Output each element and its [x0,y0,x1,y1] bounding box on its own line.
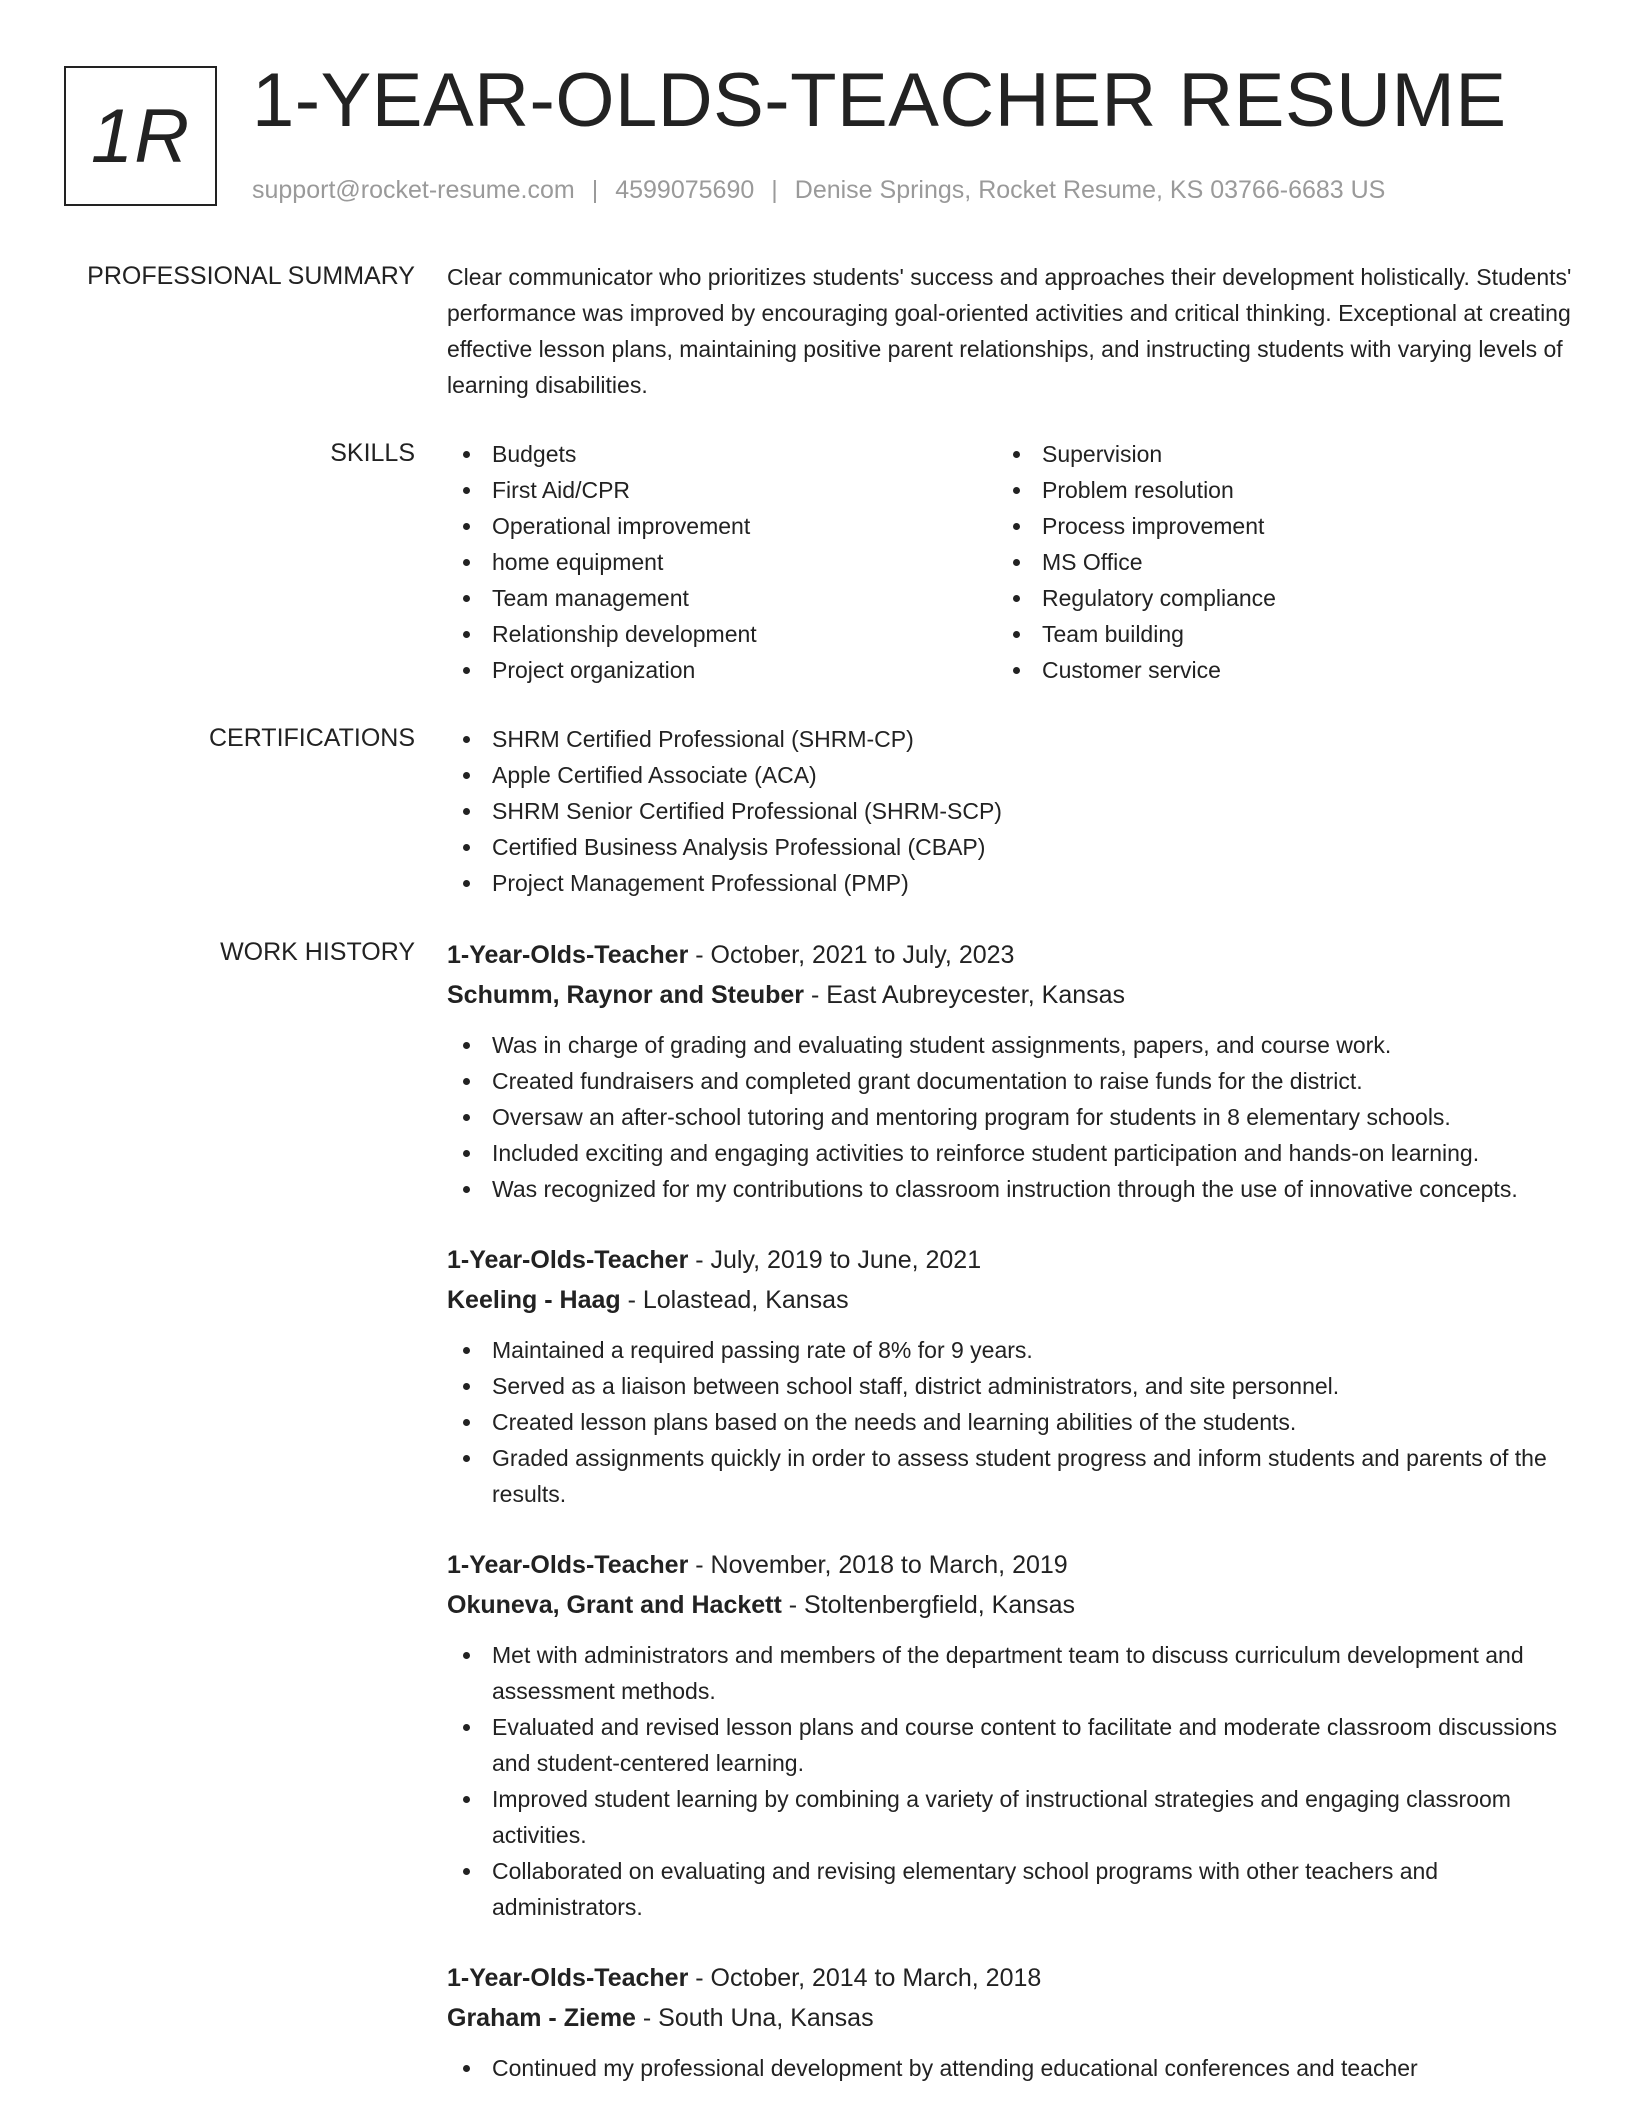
job-duties-list [447,1332,1572,1512]
skill-item: Supervision [997,436,1547,472]
skill-item: Problem resolution [997,472,1547,508]
job-title: 1-Year-Olds-Teacher [447,1964,689,1992]
job-duties-list [447,2050,1572,2086]
skills-list-right [997,436,1547,688]
certification-item: SHRM Certified Professional (SHRM-CP) [447,721,1572,757]
job-company: Graham - Zieme [447,2004,636,2032]
job-duty-item: Graded assignments quickly in order to assess student progress and inform students and parents of the results. [447,1440,1572,1512]
skill-item: Regulatory compliance [997,580,1547,616]
section-heading: WORK HISTORY [220,938,415,966]
summary-text: Clear communicator who prioritizes students' success and approaches their development holistically. Students' performance was improved by encouraging goal-oriented activities and critical thinking. Exceptional at creating effective lesson plans, maintaining positive parent relationships, and instructing students with varying levels of learning disabilities. [447,264,1572,398]
skill-item: home equipment [447,544,997,580]
job-title-line [447,1545,1572,1585]
section-heading: SKILLS [330,439,415,467]
job-location: - South Una, Kansas [635,2004,874,2032]
job-company: Schumm, Raynor and Steuber [447,981,805,1009]
skill-item: Customer service [997,652,1547,688]
job-duty-item: Included exciting and engaging activities to reinforce student participation and hands-on learning. [447,1135,1572,1171]
skill-item: Process improvement [997,508,1547,544]
job-title: 1-Year-Olds-Teacher [447,1246,689,1274]
job-title-line [447,1240,1572,1280]
skill-item: First Aid/CPR [447,472,997,508]
job-location: - East Aubreycester, Kansas [804,981,1126,1009]
job-entry [447,935,1572,1207]
job-duty-item: Created fundraisers and completed grant documentation to raise funds for the district. [447,1063,1572,1099]
contact-email: support@rocket-resume.com [252,176,575,204]
job-company-line [447,975,1572,1015]
job-duty-item: Evaluated and revised lesson plans and course content to facilitate and moderate classroom discussions and student-centered learning. [447,1709,1572,1781]
skill-item: Team building [997,616,1547,652]
certification-item: Project Management Professional (PMP) [447,865,1572,901]
certifications-list [447,721,1572,901]
skill-item: MS Office [997,544,1547,580]
skill-item: Relationship development [447,616,997,652]
certification-item: Apple Certified Associate (ACA) [447,757,1572,793]
job-duty-item: Met with administrators and members of the department team to discuss curriculum development and assessment methods. [447,1637,1572,1709]
contact-line [252,175,1385,205]
job-location: - Stoltenbergfield, Kansas [781,1591,1076,1619]
skill-item: Team management [447,580,997,616]
job-title: 1-Year-Olds-Teacher [447,1551,689,1579]
job-duty-item: Continued my professional development by attending educational conferences and teacher [447,2050,1572,2086]
job-company-line [447,1998,1572,2038]
job-entry [447,1240,1572,1512]
job-entry [447,1958,1572,2086]
job-duty-item: Served as a liaison between school staff, district administrators, and site personnel. [447,1368,1572,1404]
job-duty-item: Was in charge of grading and evaluating student assignments, papers, and course work. [447,1027,1572,1063]
job-dates: - October, 2021 to July, 2023 [688,941,1015,969]
job-company: Keeling - Haag [447,1286,621,1314]
job-dates: - July, 2019 to June, 2021 [688,1246,982,1274]
job-duty-item: Maintained a required passing rate of 8% for 9 years. [447,1332,1572,1368]
job-company-line [447,1280,1572,1320]
job-duties-list [447,1637,1572,1925]
job-duty-item: Created lesson plans based on the needs and learning abilities of the students. [447,1404,1572,1440]
contact-separator: | [771,176,778,204]
skill-item: Operational improvement [447,508,997,544]
job-title-line [447,1958,1572,1998]
contact-phone: 4599075690 [615,176,755,204]
contact-address: Denise Springs, Rocket Resume, KS 03766-6683 US [794,176,1386,204]
skill-item: Budgets [447,436,997,472]
jobs-list [447,935,1572,2119]
job-entry [447,1545,1572,1925]
contact-separator: | [591,176,599,204]
job-dates: - October, 2014 to March, 2018 [688,1964,1042,1992]
skill-item: Project organization [447,652,997,688]
section-heading: CERTIFICATIONS [208,724,415,752]
page-title: 1-YEAR-OLDS-TEACHER RESUME [252,58,1507,143]
section-heading: PROFESSIONAL SUMMARY [87,262,415,290]
job-title: 1-Year-Olds-Teacher [447,941,689,969]
monogram-logo: 1R [64,66,217,206]
job-company: Okuneva, Grant and Hackett [447,1591,782,1619]
job-dates: - November, 2018 to March, 2019 [688,1551,1068,1579]
job-duty-item: Was recognized for my contributions to classroom instruction through the use of innovative concepts. [447,1171,1572,1207]
job-duty-item: Oversaw an after-school tutoring and mentoring program for students in 8 elementary schools. [447,1099,1572,1135]
skills-list-left [447,436,997,688]
certification-item: Certified Business Analysis Professional (CBAP) [447,829,1572,865]
job-company-line [447,1585,1572,1625]
job-duty-item: Collaborated on evaluating and revising elementary school programs with other teachers and administrators. [447,1853,1572,1925]
job-duty-item: Improved student learning by combining a variety of instructional strategies and engaging classroom activities. [447,1781,1572,1853]
certification-item: SHRM Senior Certified Professional (SHRM-SCP) [447,793,1572,829]
job-duties-list [447,1027,1572,1207]
job-title-line [447,935,1572,975]
job-location: - Lolastead, Kansas [620,1286,849,1314]
